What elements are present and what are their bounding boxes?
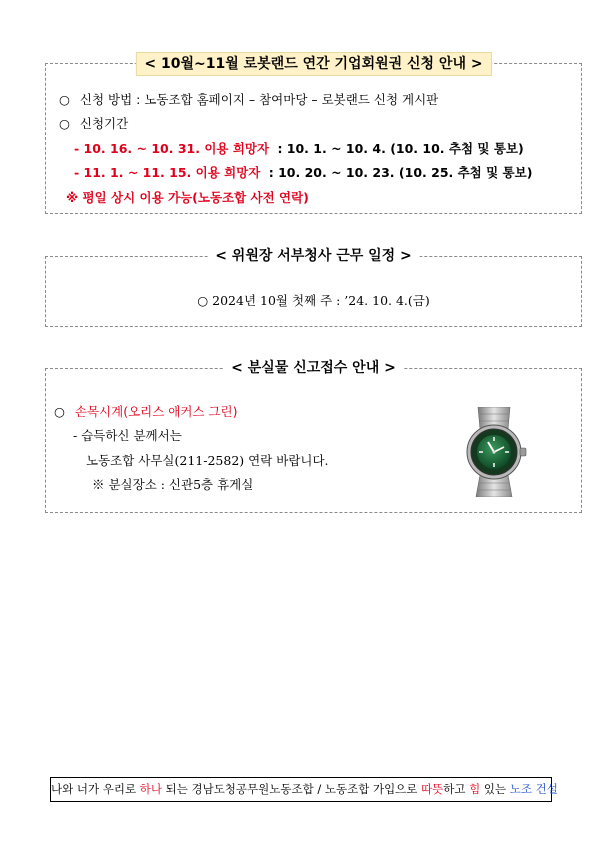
- period-row-2-range: - 11. 1. ~ 11. 15. 이용 희망자: [74, 165, 261, 180]
- slogan-part: 하고: [443, 782, 470, 796]
- schedule-line: ○ 2024년 10월 첫째 주 : ’24. 10. 4.(금): [197, 293, 430, 308]
- chairman-schedule-section: [45, 248, 582, 327]
- slogan-highlight-one: 하나: [139, 782, 162, 796]
- bullet: ○: [59, 92, 70, 107]
- period-row-1-range: - 10. 16. ~ 10. 31. 이용 희망자: [74, 141, 270, 156]
- bullet: ○: [59, 116, 70, 131]
- slogan-highlight-power: 힘: [469, 782, 481, 796]
- slogan-part: 있는: [480, 782, 510, 796]
- period-row-1-apply: : 10. 1. ~ 10. 4. (10. 10. 추첨 및 통보): [277, 141, 524, 156]
- method-text: 신청 방법 : 노동조합 홈페이지 – 참여마당 – 로봇랜드 신청 게시판: [79, 92, 439, 107]
- period-row-2-apply: : 10. 20. ~ 10. 23. (10. 25. 추첨 및 통보): [268, 165, 533, 180]
- footer-slogan: [50, 777, 558, 802]
- bullet: ○: [54, 404, 65, 419]
- robotland-title: < 10월~11월 로봇랜드 연간 기업회원권 신청 안내 >: [135, 52, 491, 76]
- wristwatch-image: [448, 407, 540, 497]
- robotland-section: [45, 56, 582, 214]
- lost-item-line: [54, 402, 238, 420]
- location-line: ※ 분실장소 : 신관5층 휴게실: [92, 477, 254, 492]
- slogan-highlight-warm: 따뜻: [421, 782, 444, 796]
- slogan-part: 나와 너가 우리로: [51, 782, 140, 796]
- period-label: 신청기간: [79, 116, 129, 131]
- period-label-line: [59, 114, 128, 132]
- slogan-part: 되는 경남도청공무원노동조합 / 노동조합 가입으로: [161, 782, 422, 796]
- lost-item-name: 손목시계(오리스 애커스 그린): [74, 404, 238, 419]
- weekday-note: ※ 평일 상시 이용 가능(노동조합 사전 연락): [66, 190, 309, 205]
- slogan-highlight-union: 노조 건설: [509, 782, 558, 796]
- period-row-2: [74, 163, 532, 181]
- finder-line: - 습득하신 분께서는: [73, 428, 182, 443]
- chairman-schedule-title: < 위원장 서부청사 근무 일정 >: [207, 245, 420, 267]
- method-line: [59, 90, 438, 108]
- lost-item-title: < 분실물 신고접수 안내 >: [223, 357, 404, 379]
- contact-line: 노동조합 사무실(211-2582) 연락 바랍니다.: [86, 453, 329, 468]
- period-row-1: [74, 139, 524, 157]
